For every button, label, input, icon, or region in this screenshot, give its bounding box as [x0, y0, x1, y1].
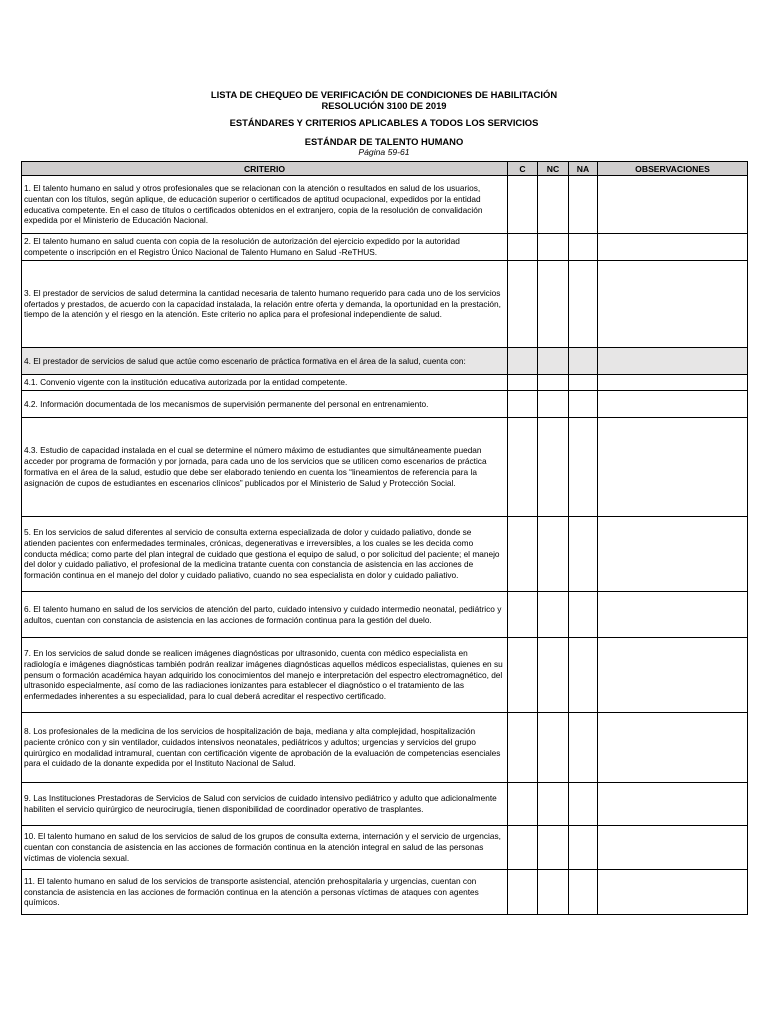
standard-title: ESTÁNDAR DE TALENTO HUMANO — [304, 136, 464, 147]
compliance-cell-na[interactable] — [569, 418, 598, 517]
table-row — [22, 261, 748, 348]
compliance-cell-na[interactable] — [569, 261, 598, 348]
compliance-cell-c[interactable] — [508, 517, 538, 592]
compliance-cell-na[interactable] — [569, 375, 598, 391]
table-row — [22, 391, 748, 418]
criterion-text: 2. El talento humano en salud cuenta con copia de la resolución de autorización del ejercicio expedido por la autoridad competente o inscripción en el Registro Único Nacional de Talento Humano en Salud -ReTHUS. — [22, 234, 508, 261]
compliance-cell-nc[interactable] — [538, 826, 569, 870]
compliance-cell-c[interactable] — [508, 176, 538, 234]
criterion-text: 6. El talento humano en salud de los servicios de atención del parto, cuidado intensivo y cuidado intermedio neonatal, pediátrico y adultos, cuentan con constancia de asistencia en las acciones de formación continua para la gestión del duelo. — [22, 592, 508, 638]
compliance-cell-nc[interactable] — [538, 638, 569, 713]
observations-cell[interactable] — [598, 592, 748, 638]
column-header-criterio: CRITERIO — [22, 162, 508, 176]
criterion-text: 1. El talento humano en salud y otros profesionales que se relacionan con la atención o resultados en salud de los usuarios, cuentan con los títulos, según aplique, de educación superior o certificados de aptitud ocupacional, expedidos por la entidad educativa competente. En el caso de títulos o certificados obtenidos en el extranjero, copia de la resolución de convalidación expedida por el Ministerio de Educación Nacional. — [22, 176, 508, 234]
checklist-table — [21, 161, 748, 915]
criterion-text: 4. El prestador de servicios de salud que actúe como escenario de práctica formativa en el área de la salud, cuenta con: — [22, 348, 508, 375]
compliance-cell-nc[interactable] — [538, 783, 569, 826]
table-row — [22, 375, 748, 391]
criterion-text: 8. Los profesionales de la medicina de los servicios de hospitalización de baja, mediana y alta complejidad, hospitalización paciente crónico con y sin ventilador, cuidados intensivos neonatales, pediátricos y adultos; urgencias y servicios del grupo quirúrgico en modalidad intramural, cuentan con certificación vigente de aprobación de la evaluación de competencias esenciales para el cuidado de la donante expedida por el Instituto Nacional de Salud. — [22, 713, 508, 783]
compliance-cell-nc[interactable] — [538, 348, 569, 375]
compliance-cell-nc[interactable] — [538, 418, 569, 517]
observations-cell[interactable] — [598, 418, 748, 517]
criterion-text: 9. Las Instituciones Prestadoras de Servicios de Salud con servicios de cuidado intensivo pediátrico y adulto que adicionalmente habiliten el servicio quirúrgico de neurocirugía, tienen disponibilidad de coordinador operativo de trasplantes. — [22, 783, 508, 826]
observations-cell[interactable] — [598, 261, 748, 348]
document-title: LISTA DE CHEQUEO DE VERIFICACIÓN DE CONDICIONES DE HABILITACIÓN — [210, 89, 558, 100]
compliance-cell-nc[interactable] — [538, 592, 569, 638]
observations-cell[interactable] — [598, 517, 748, 592]
compliance-cell-na[interactable] — [569, 870, 598, 915]
page-reference: Página 59-61 — [358, 147, 410, 157]
compliance-cell-c[interactable] — [508, 375, 538, 391]
compliance-cell-na[interactable] — [569, 348, 598, 375]
compliance-cell-c[interactable] — [508, 391, 538, 418]
standards-subtitle: ESTÁNDARES Y CRITERIOS APLICABLES A TODOS LOS SERVICIOS — [229, 117, 539, 128]
column-header-nc: NC — [538, 162, 569, 176]
compliance-cell-nc[interactable] — [538, 870, 569, 915]
observations-cell[interactable] — [598, 826, 748, 870]
criterion-text: 4.1. Convenio vigente con la institución educativa autorizada por la entidad competente. — [22, 375, 508, 391]
observations-cell[interactable] — [598, 348, 748, 375]
compliance-cell-c[interactable] — [508, 783, 538, 826]
compliance-cell-c[interactable] — [508, 638, 538, 713]
compliance-cell-c[interactable] — [508, 261, 538, 348]
compliance-cell-nc[interactable] — [538, 261, 569, 348]
table-row — [22, 870, 748, 915]
table-row — [22, 234, 748, 261]
compliance-cell-na[interactable] — [569, 592, 598, 638]
observations-cell[interactable] — [598, 176, 748, 234]
criterion-text: 4.2. Información documentada de los mecanismos de supervisión permanente del personal en entrenamiento. — [22, 391, 508, 418]
compliance-cell-na[interactable] — [569, 826, 598, 870]
observations-cell[interactable] — [598, 234, 748, 261]
compliance-cell-nc[interactable] — [538, 375, 569, 391]
compliance-cell-na[interactable] — [569, 713, 598, 783]
criterion-text: 7. En los servicios de salud donde se realicen imágenes diagnósticas por ultrasonido, cuenta con médico especialista en radiología e imágenes diagnósticas también podrán realizar imágenes diagnósticas aquellos médicos especialistas, quienes en su pensum o formación académica hayan adquirido los conocimientos del manejo e interpretación del espectro electromagnético, del ultrasonido especialmente, así como de las radiaciones ionizantes para establecer el diagnóstico o el tratamiento de las enfermedades inherentes a su especialidad, para lo cual deberá acreditar el respectivo certificado. — [22, 638, 508, 713]
compliance-cell-c[interactable] — [508, 592, 538, 638]
table-row — [22, 826, 748, 870]
observations-cell[interactable] — [598, 375, 748, 391]
compliance-cell-nc[interactable] — [538, 234, 569, 261]
observations-cell[interactable] — [598, 638, 748, 713]
table-row — [22, 176, 748, 234]
observations-cell[interactable] — [598, 783, 748, 826]
compliance-cell-c[interactable] — [508, 348, 538, 375]
compliance-cell-c[interactable] — [508, 870, 538, 915]
table-row — [22, 713, 748, 783]
compliance-cell-c[interactable] — [508, 234, 538, 261]
column-header-na: NA — [569, 162, 598, 176]
compliance-cell-c[interactable] — [508, 826, 538, 870]
compliance-cell-nc[interactable] — [538, 391, 569, 418]
compliance-cell-na[interactable] — [569, 391, 598, 418]
column-header-c: C — [508, 162, 538, 176]
compliance-cell-nc[interactable] — [538, 176, 569, 234]
criterion-text: 5. En los servicios de salud diferentes al servicio de consulta externa especializada de dolor y cuidado paliativo, donde se atienden pacientes con enfermedades terminales, crónicas, degenerativas e irreversibles, a los cuales se les decida como conducta médica; como parte del plan integral de cuidado que gestiona el equipo de salud, o por solicitud del paciente; el manejo del dolor y cuidado paliativo, el profesional de la medicina tratante cuenta con constancia de asistencia en las acciones de formación continua en el manejo del dolor y cuidado paliativo, cuando no sea especialista en dolor y cuidado paliativo. — [22, 517, 508, 592]
compliance-cell-c[interactable] — [508, 418, 538, 517]
table-row — [22, 418, 748, 517]
compliance-cell-na[interactable] — [569, 176, 598, 234]
compliance-cell-na[interactable] — [569, 783, 598, 826]
compliance-cell-na[interactable] — [569, 638, 598, 713]
observations-cell[interactable] — [598, 713, 748, 783]
table-row — [22, 517, 748, 592]
criterion-text: 4.3. Estudio de capacidad instalada en el cual se determine el número máximo de estudiantes que simultáneamente puedan acceder por programa de formación y por jornada, para cada uno de los servicios que se utilicen como escenarios de práctica formativa en el área de la salud, estudio que debe ser elaborado teniendo en cuenta los “lineamientos de referencia para la asignación de cupos de estudiantes en escenarios clínicos” publicados por el Ministerio de Salud y Protección Social. — [22, 418, 508, 517]
compliance-cell-nc[interactable] — [538, 713, 569, 783]
criterion-text: 10. El talento humano en salud de los servicios de salud de los grupos de consulta externa, internación y el servicio de urgencias, cuentan con constancia de asistencia en las acciones de formación continua en la atención integral en salud de las personas víctimas de violencia sexual. — [22, 826, 508, 870]
compliance-cell-na[interactable] — [569, 517, 598, 592]
observations-cell[interactable] — [598, 391, 748, 418]
compliance-cell-nc[interactable] — [538, 517, 569, 592]
table-header-row — [22, 162, 748, 176]
table-row — [22, 592, 748, 638]
table-row — [22, 638, 748, 713]
criterion-text: 3. El prestador de servicios de salud determina la cantidad necesaria de talento humano requerido para cada uno de los servicios ofertados y prestados, de acuerdo con la capacidad instalada, la relación entre oferta y demanda, la oportunidad en la prestación, tiempo de la atención y el riesgo en la atención. Este criterio no aplica para el profesional independiente de salud. — [22, 261, 508, 348]
compliance-cell-c[interactable] — [508, 713, 538, 783]
column-header-observaciones: OBSERVACIONES — [598, 162, 748, 176]
observations-cell[interactable] — [598, 870, 748, 915]
table-row — [22, 783, 748, 826]
table-row — [22, 348, 748, 375]
resolution-title: RESOLUCIÓN 3100 DE 2019 — [321, 100, 447, 111]
compliance-cell-na[interactable] — [569, 234, 598, 261]
criterion-text: 11. El talento humano en salud de los servicios de transporte asistencial, atención prehospitalaria y urgencias, cuentan con constancia de asistencia en las acciones de formación continua en la atención a personas víctimas de ataques con agentes químicos. — [22, 870, 508, 915]
